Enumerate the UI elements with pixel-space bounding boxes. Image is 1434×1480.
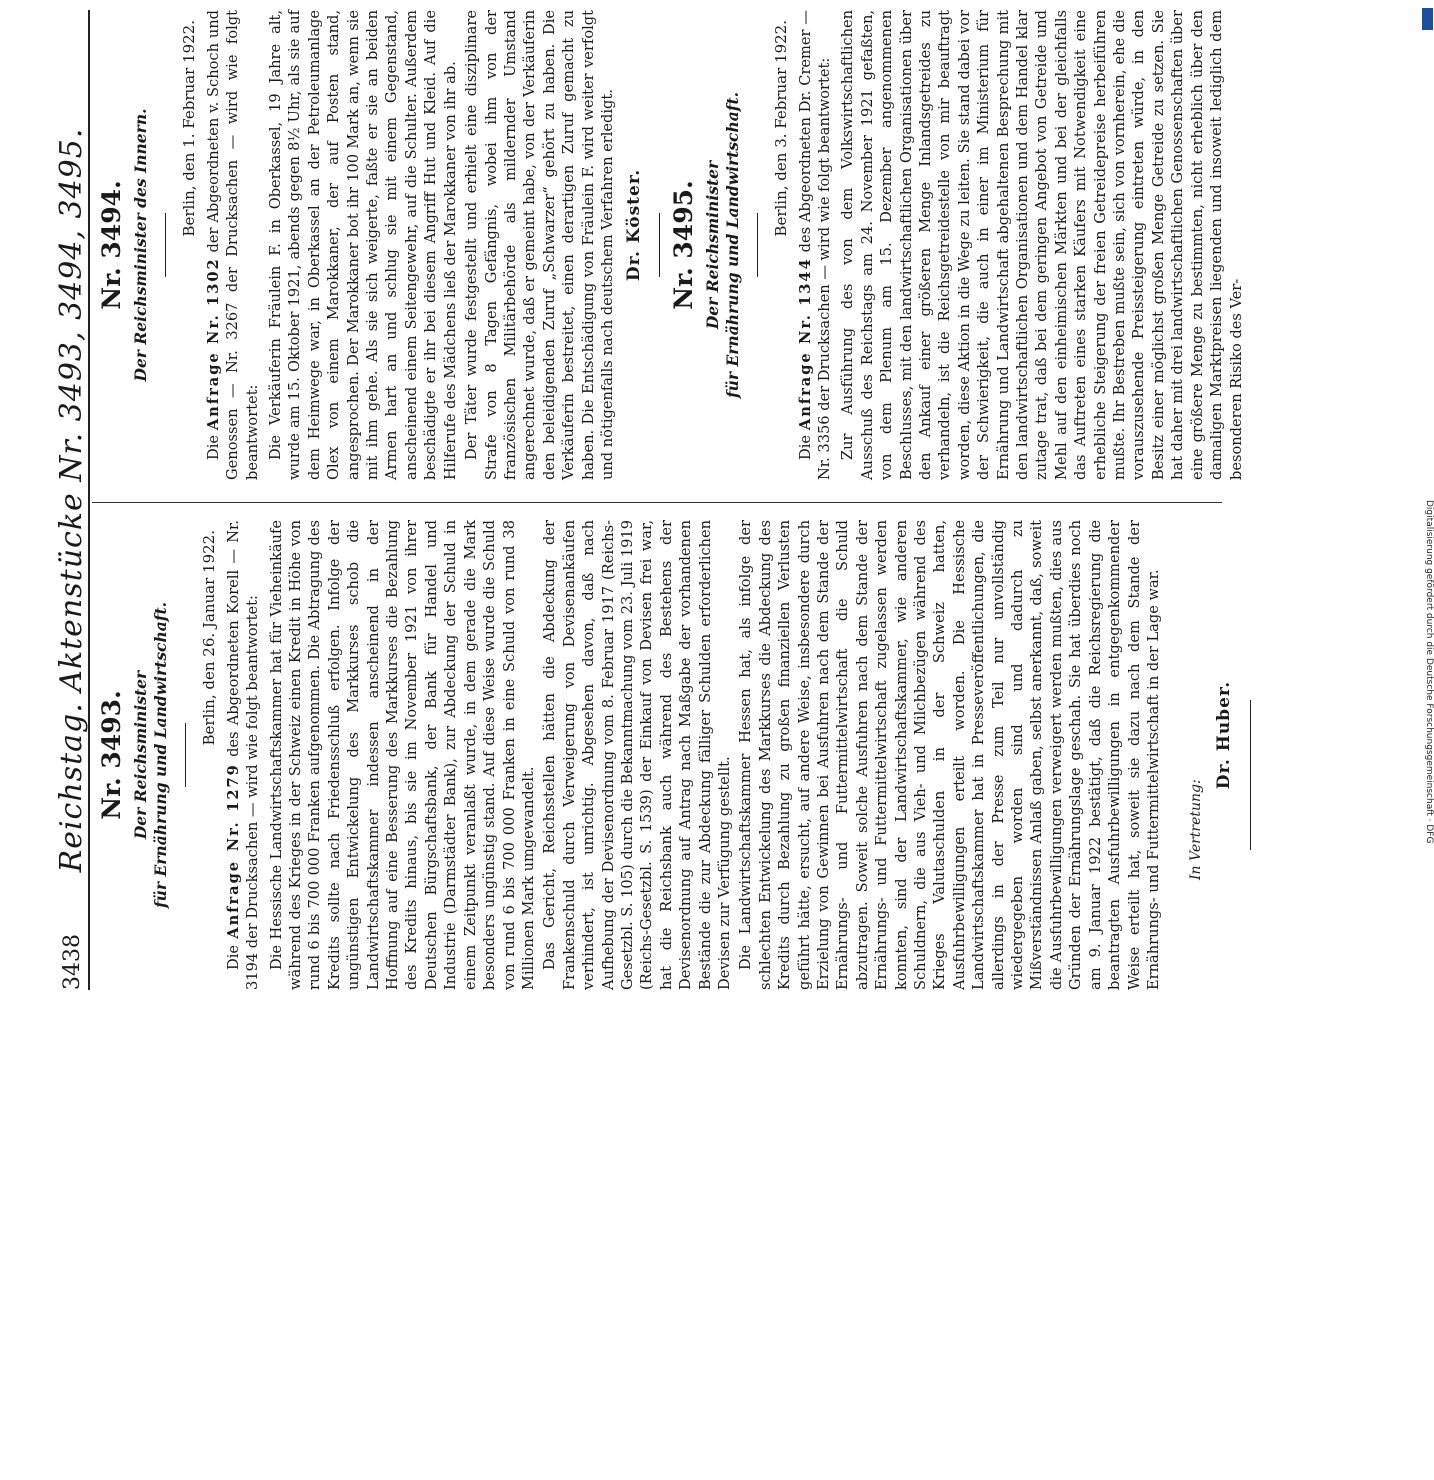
separator-rule [659,213,660,277]
body-paragraph: Das Gericht, Reichsstellen hätten die Abdeckung der Frankenschuld durch Verweigerung von Devisenankäufen verhindert, ist unrichtig. Abgesehen davon, daß nach Aufhebung der Devisenordnung vom 8. Februar 1917 (Reichs-Gesetzbl. S. 105) durch die Bekanntmachung vom 23. Juli 1919 (Reichs-Gesetzbl. S. 1539) der Einkauf von Devisen frei war, hat die Reichsbank auch während des Bestehens der Devisenordnung auf Antrag nach Maßgabe der vorhandenen Bestände die zur Abdeckung fälliger Schulden erforderlichen Devisen zur Verfügung gestellt. [541,520,733,990]
inquiry-number: Anfrage Nr. 1279 [224,763,242,939]
separator-rule [185,723,186,787]
body-paragraph: Der Täter wurde festgestellt und erhielt eine disziplinare Strafe von 8 Tagen Gefängnis, wobei ihm von der französischen Militärbehörde als mildernder Umstand angerechnet wurde, daß er gemeint habe, von der Verkäuferin den beleidigenden Zuruf „Schwarzer“ gehört zu haben. Die Verkäuferin bestreitet, einen derartigen Zuruf gemacht zu haben. Die Entschädigung von Fräulein F. wird weiter verfolgt und nötigenfalls nach deutschem Verfahren erledigt. [463,10,616,480]
digitization-note [1422,10,1434,990]
separator-rule [757,213,758,277]
body-paragraph: Die Landwirtschaftskammer Hessen hat, als infolge der schlechten Entwickelung des Markkurses die Abdeckung des Kredits durch Bezahlung zu großen finanziellen Verlusten geführt hätte, ersucht, auf andere Weise, insbesondere durch Erzielung von Gewinnen bei Ausfuhren nach dem Stande der Ernährungs- und Futtermittelwirtschaft die Schuld abzutragen. Soweit solche Ausfuhren nach dem Stande der Ernährungs- und Futtermittelwirtschaft zugelassen werden konnten, sind der Landwirtschaftskammer, wie anderen Schuldnern, die aus Vieh- und Milchbezügen während des Krieges Valutaschulden in der Schweiz hatten, Ausfuhrbewilligungen erteilt worden. Die Hessische Landwirtschaftskammer hat in Presseveröffentlichungen, die allerdings in der Presse zum Teil nur unvollständig wiedergegeben worden sind und dadurch zu Mißverständnissen Anlaß gaben, selbst anerkannt, daß, soweit die Ausfuhrbewilligungen verweigert werden mußten, dies aus Gründen der Ernährungslage geschah. Sie hat überdies noch am 9. Januar 1922 bestätigt, daß die Reichsregierung die beantragten Ausfuhrbewilligungen in entgegenkommender Weise erteilt hat, soweit sie dazu nach dem Stande der Ernährungs- und Futtermittelwirtschaft in der Lage war. [737,520,1162,990]
left-column [92,520,1251,990]
signature: Dr. Huber. [1213,680,1234,790]
ministry-line: Der Reichsminister des Innern. [131,108,151,382]
page-number: 3438 [60,934,85,990]
ministry-line: für Ernährung und Landwirtschaft. [151,601,171,909]
intro-paragraph: Die Anfrage Nr. 1344 des Abgeordneten Dr. Cremer — Nr. 3356 der Drucksachen — wird wie folgt beantwortet: [796,10,833,480]
body-paragraph: Die Verkäuferin Fräulein F. in Oberkassel, 19 Jahre alt, wurde am 15. Oktober 1921, abends gegen 8½ Uhr, als sie auf dem Heimwege war, in Oberkassel an der Petroleumanlage Olex von einem Marokkaner, der auf Posten stand, angesprochen. Der Marokkaner bot ihr 100 Mark an, wenn sie mit ihm gehe. Als sie sich weigerte, faßte er sie an beiden Armen hart an und schlug sie mit einem Gegenstand, anscheinend einem Seitengewehr, auf die Schulter. Außerdem beschädigte er ihr bei diesem Angriff Hut und Kleid. Auf die Hilferufe des Mädchens ließ der Marokkaner von ihr ab. [267,10,459,480]
inquiry-number: Anfrage Nr. 1344 [796,257,814,431]
separator-rule [165,213,166,277]
date-line: Berlin, den 1. Februar 1922. [180,20,199,237]
running-head: Reichstag. Aktenstücke Nr. 3493, 3494, 3495. [54,127,89,873]
signature-prefix: In Vertretung: [1188,779,1205,880]
intro-paragraph: Die Anfrage Nr. 1302 der Abgeordneten v. Schoch und Genossen — Nr. 3267 der Drucksachen — wird wie folgt beantwortet: [204,10,261,480]
right-column [92,10,1248,480]
signature: Dr. Köster. [624,168,645,282]
ministry-line: Der Reichsminister [703,160,723,330]
ministry-line: Der Reichsminister [131,670,151,840]
date-line: Berlin, den 3. Februar 1922. [772,20,791,237]
separator-rule [1250,700,1251,850]
header-rule [88,10,90,990]
column-divider [92,502,1222,503]
ministry-line: für Ernährung und Landwirtschaft. [723,91,743,399]
body-paragraph: Die Hessische Landwirtschaftskammer hat für Vieheinkäufe während des Krieges in der Schweiz einen Kredit in Höhe von rund 6 bis 700 000 Franken aufgenommen. Die Abtragung des Kredits sollte nach Friedensschluß erfolgen. Infolge der ungünstigen Entwickelung des Markkurses schob die Landwirtschaftskammer indessen anscheinend in der Hoffnung auf eine Besserung des Markkurses die Bezahlung des Kredits hinaus, bis sie im November 1921 von ihrer Deutschen Bürgschaftsbank, der Bank für Handel und Industrie (Darmstädter Bank), zur Abdeckung der Schuld in einem Zeitpunkt veranlaßt wurde, in dem gerade die Mark besonders ungünstig stand. Auf diese Weise wurde die Schuld von rund 6 bis 700 000 Franken in eine Schuld von rund 38 Millionen Mark umgewandelt. [267,520,537,990]
doc-number-3495: Nr. 3495. [668,180,698,310]
date-line: Berlin, den 26. Januar 1922. [200,530,219,746]
body-paragraph: Zur Ausführung des von dem Volkswirtschaftlichen Ausschuß des Reichstags am 24. November 1921 gefaßten, von dem Plenum am 15. Dezember angenommenen Beschlusses, mit den landwirtschaftlichen Organisationen über den Ankauf einer größeren Menge Inlandsgetreides zu verhandeln, ist die Reichsgetreidestelle von mir beauftragt worden, diese Aktion in die Wege zu leiten. Sie stand dabei vor der Schwierigkeit, die auch in einer im Ministerium für Ernährung und Landwirtschaft abgehaltenen Besprechung mit den landwirtschaftlichen Organisationen und dem Handel klar zutage trat, daß bei dem geringen Angebot von Getreide und Mehl auf den einheimischen Märkten und bei der gleichfalls das Auftreten eines starken Käufers mit Notwendigkeit eine erhebliche Steigerung der freien Getreidepreise herbeiführen mußte. Ihr Bestreben mußte sein, sich von vornherein, ehe die vorauszusehende Preissteigerung eintreten würde, in den Besitz einer möglichst großen Menge Getreide zu setzen. Sie hat daher mit drei landwirtschaftlichen Genossenschaften über eine größere Menge zu bestimmten, nicht erheblich über den damaligen Marktpreisen liegenden und insoweit lediglich dem besonderen Risiko des Ver- [839,10,1245,480]
intro-paragraph: Die Anfrage Nr. 1279 des Abgeordneten Korell — Nr. 3194 der Drucksachen — wird wie folgt beantwortet: [224,520,262,990]
digitization-note-text: Digitalisierung gefördert durch die Deutsche Forschungsgemeinschaft · DFG [1424,500,1434,844]
page-header [40,0,90,1000]
inquiry-number: Anfrage Nr. 1302 [204,257,222,431]
doc-number-3494: Nr. 3494. [97,180,126,310]
doc-number-3493: Nr. 3493. [97,690,126,820]
